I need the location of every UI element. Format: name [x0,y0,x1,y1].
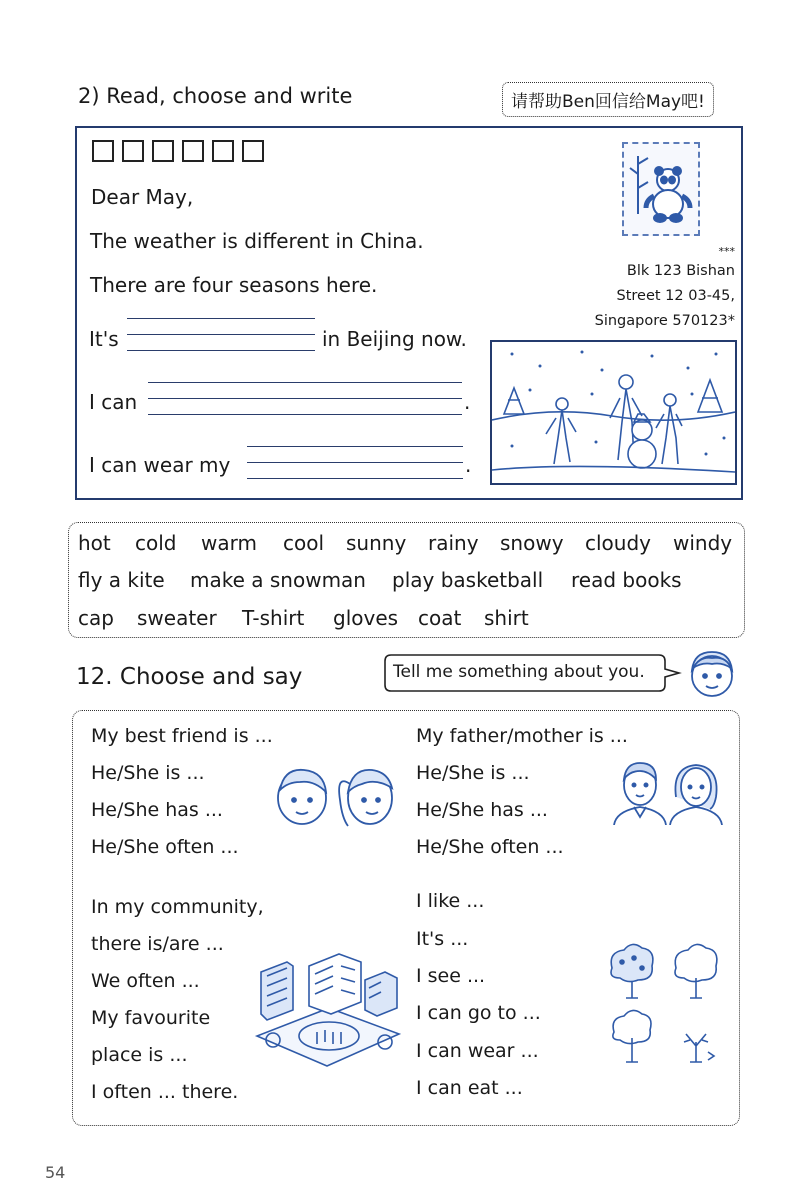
write-line[interactable] [247,462,463,463]
season-prompt-3: I see ... [416,965,486,987]
section-12-title: 12. Choose and say [76,664,303,690]
word-hot: hot [78,531,111,555]
word-shirt: shirt [484,606,529,630]
word-cool: cool [283,531,325,555]
word-t-shirt: T-shirt [242,606,305,630]
instruction-tip: 请帮助Ben回信给May吧! [502,82,714,117]
winter-scene-illustration [490,340,737,485]
speech-text: Tell me something about you. [393,662,645,682]
season-prompt-6: I can eat ... [416,1077,523,1099]
letter-line-1: The weather is different in China. [90,229,424,253]
boy-face-icon [684,648,740,700]
blank-square [242,140,264,162]
write-line[interactable] [247,446,463,447]
blank-square [92,140,114,162]
community-prompt-4: My favourite [91,1007,211,1029]
word-warm: warm [201,531,257,555]
section-2-title: 2) Read, choose and write [78,84,353,108]
write-line[interactable] [247,478,463,479]
parent-prompt-1: My father/mother is ... [416,725,628,747]
season-prompt-4: I can go to ... [416,1002,541,1024]
address-stars: *** [718,245,735,258]
friend-prompt-2: He/She is ... [91,762,205,784]
wear-prefix: I can wear my [89,453,231,477]
parent-prompt-4: He/She often ... [416,836,564,858]
word-sweater: sweater [137,606,217,630]
address-line-1: Blk 123 Bishan [626,263,735,279]
panda-icon [624,144,698,234]
its-prefix: It's [89,327,119,351]
parents-illustration [610,757,726,825]
word-make-a-snowman: make a snowman [190,568,366,592]
word-cap: cap [78,606,114,630]
its-suffix: in Beijing now. [322,327,467,351]
word-fly-a-kite: fly a kite [78,568,165,592]
stamp [622,142,700,236]
blank-square [182,140,204,162]
friend-prompt-3: He/She has ... [91,799,223,821]
friend-prompt-1: My best friend is ... [91,725,273,747]
season-prompt-1: I like ... [416,890,485,912]
write-line[interactable] [148,398,462,399]
community-prompt-2: there is/are ... [91,933,224,955]
address-block [535,245,735,334]
parent-prompt-3: He/She has ... [416,799,548,821]
can-suffix: . [464,390,471,414]
wear-suffix: . [465,453,472,477]
word-cloudy: cloudy [585,531,651,555]
word-cold: cold [135,531,177,555]
word-play-basketball: play basketball [392,568,544,592]
blank-square [212,140,234,162]
friends-faces-illustration [270,760,406,832]
blank-square [122,140,144,162]
community-prompt-6: I often ... there. [91,1081,239,1103]
letter-line-2: There are four seasons here. [90,273,378,297]
letter-greeting: Dear May, [91,185,194,209]
word-gloves: gloves [333,606,399,630]
community-prompt-5: place is ... [91,1044,188,1066]
four-seasons-trees-icon [604,938,728,1066]
word-read-books: read books [571,568,682,592]
word-snowy: snowy [500,531,564,555]
word-coat: coat [418,606,462,630]
write-line[interactable] [127,350,315,351]
page-number: 54 [45,1163,66,1182]
word-sunny: sunny [346,531,407,555]
blank-square [152,140,174,162]
write-line[interactable] [127,334,315,335]
address-line-3: Singapore 570123* [594,313,735,329]
season-prompt-2: It's ... [416,928,469,950]
write-line[interactable] [148,382,462,383]
community-prompt-1: In my community, [91,896,264,918]
word-windy: windy [673,531,733,555]
word-rainy: rainy [428,531,479,555]
address-line-2: Street 12 03-45, [616,288,735,304]
speech-bubble [383,653,683,693]
friend-prompt-4: He/She often ... [91,836,239,858]
season-prompt-5: I can wear ... [416,1040,539,1062]
parent-prompt-2: He/She is ... [416,762,530,784]
can-prefix: I can [89,390,138,414]
write-line[interactable] [148,414,462,415]
community-prompt-3: We often ... [91,970,200,992]
community-illustration [253,948,401,1068]
write-line[interactable] [127,318,315,319]
